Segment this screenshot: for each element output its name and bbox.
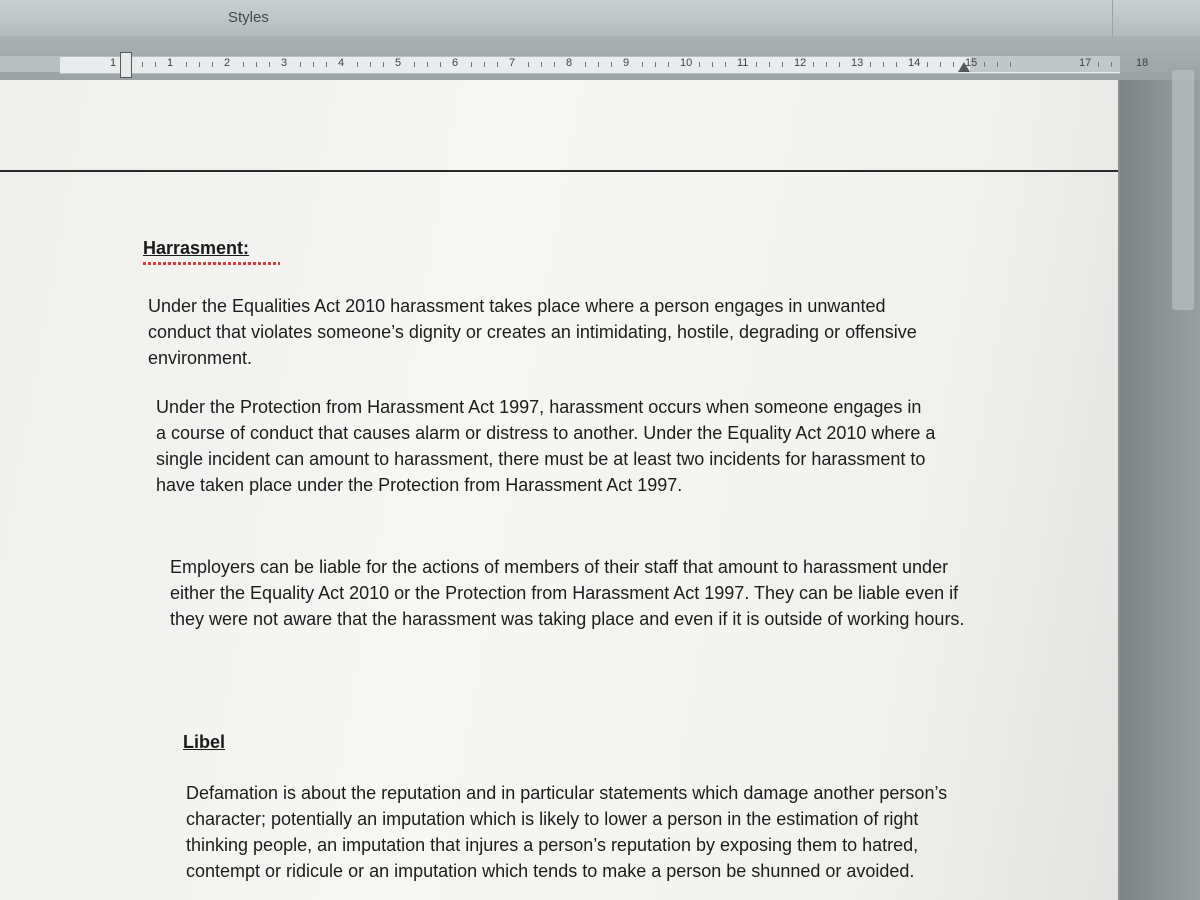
ruler-tick [699,62,700,67]
ruler-tick [357,62,358,67]
ruler-tick [155,62,156,67]
ruler-tick [199,62,200,67]
ruler-number: 12 [794,57,807,69]
ruler-tick [611,62,612,67]
ruler-tick [642,62,643,67]
ruler-number: 14 [908,57,921,69]
ruler-tick [984,62,985,67]
ruler-tick [896,62,897,67]
ruler-number: 1 [110,57,117,69]
ruler-tick [414,62,415,67]
ruler-tick [839,62,840,67]
ruler-tick [826,62,827,67]
ruler-tick [883,62,884,67]
ruler-tick [725,62,726,67]
spelling-error-underline[interactable] [143,262,280,265]
right-indent-marker[interactable] [958,62,970,72]
ruler-tick [541,62,542,67]
ruler-number: 18 [1136,57,1149,69]
ruler-tick [769,62,770,67]
heading-libel: Libel [183,732,226,752]
paragraph-defamation: Defamation is about the reputation and in particular statements which damage another person’s character; potentially an imputation which is likely to lower a person in the estimation of right thinking people, an imputation that injures a person’s reputation by exposing them to hatred, contempt or ridicule or an imputation which tends to make a person be shunned or avoided. [186,783,948,881]
ruler-tick [142,62,143,67]
ruler-tick [1010,62,1011,67]
ruler-number: 11 [737,57,749,69]
ruler-tick [712,62,713,67]
ruler-number: 5 [395,57,402,69]
ruler-tick [256,62,257,67]
ruler-tick [1098,62,1099,67]
ruler-tick [528,62,529,67]
ruler-tick [813,62,814,67]
ruler-tick [927,62,928,67]
ruler-tick [471,62,472,67]
ruler-tick [1111,62,1112,67]
vertical-scrollbar-thumb[interactable] [1172,70,1194,310]
ruler-tick [870,62,871,67]
ruler-number: 15 [965,57,978,69]
ruler-number: 1 [167,57,174,69]
ruler-number: 13 [851,57,864,69]
ruler-tick [243,62,244,67]
ruler-tick [313,62,314,67]
ruler-tick [782,62,783,67]
ruler-number: 9 [623,57,630,69]
styles-group-label[interactable]: Styles [228,9,269,26]
paragraph-protection-act: Under the Protection from Harassment Act 1997, harassment occurs when someone engages in a course of conduct that causes alarm or distress to another. Under the Equality Act 2010 where a single incident can amount to harassment, there must be at least two incidents for harassment to have taken place under the Protection from Harassment Act 1997. [156,397,936,495]
ruler-tick [186,62,187,67]
ruler-tick [598,62,599,67]
ruler-tick [497,62,498,67]
ruler-tick [940,62,941,67]
ruler-tick [427,62,428,67]
ruler-number: 4 [338,57,345,69]
ruler-number: 6 [452,57,459,69]
ribbon [0,0,1200,37]
first-line-indent-marker[interactable] [120,52,132,78]
ruler-tick [440,62,441,67]
document-page[interactable] [0,80,1118,900]
ruler-tick [554,62,555,67]
header-divider [0,170,1118,172]
ruler-number: 8 [566,57,573,69]
ruler-number: 3 [281,57,288,69]
ruler-number: 10 [680,57,693,69]
ruler-tick [585,62,586,67]
ruler-tick [756,62,757,67]
ruler-tick [953,62,954,67]
ruler-number: 17 [1079,57,1092,69]
ruler-number: 2 [224,57,231,69]
paragraph-harassment-definition: Under the Equalities Act 2010 harassment takes place where a person engages in unwanted conduct that violates someone’s dignity or creates an intimidating, hostile, degrading or offensive environment. [148,296,917,368]
ruler-left-margin [0,56,60,72]
ruler-tick [997,62,998,67]
paragraph-employer-liability: Employers can be liable for the actions of members of their staff that amount to harassment under either the Equality Act 2010 or the Protection from Harassment Act 1997. They can be liable even if they were not aware that the harassment was taking place and even if it is outside of working hours. [170,557,965,629]
horizontal-ruler[interactable] [0,36,1200,80]
ruler-tick [484,62,485,67]
ruler-tick [212,62,213,67]
heading-harrasment: Harrasment: [143,238,250,258]
ruler-tick [300,62,301,67]
ruler-tick [370,62,371,67]
ruler-tick [383,62,384,67]
ruler-tick [326,62,327,67]
ruler-tick [269,62,270,67]
ruler-number: 7 [509,57,516,69]
ruler-tick [668,62,669,67]
ruler-tick [655,62,656,67]
ribbon-separator [1112,0,1113,36]
